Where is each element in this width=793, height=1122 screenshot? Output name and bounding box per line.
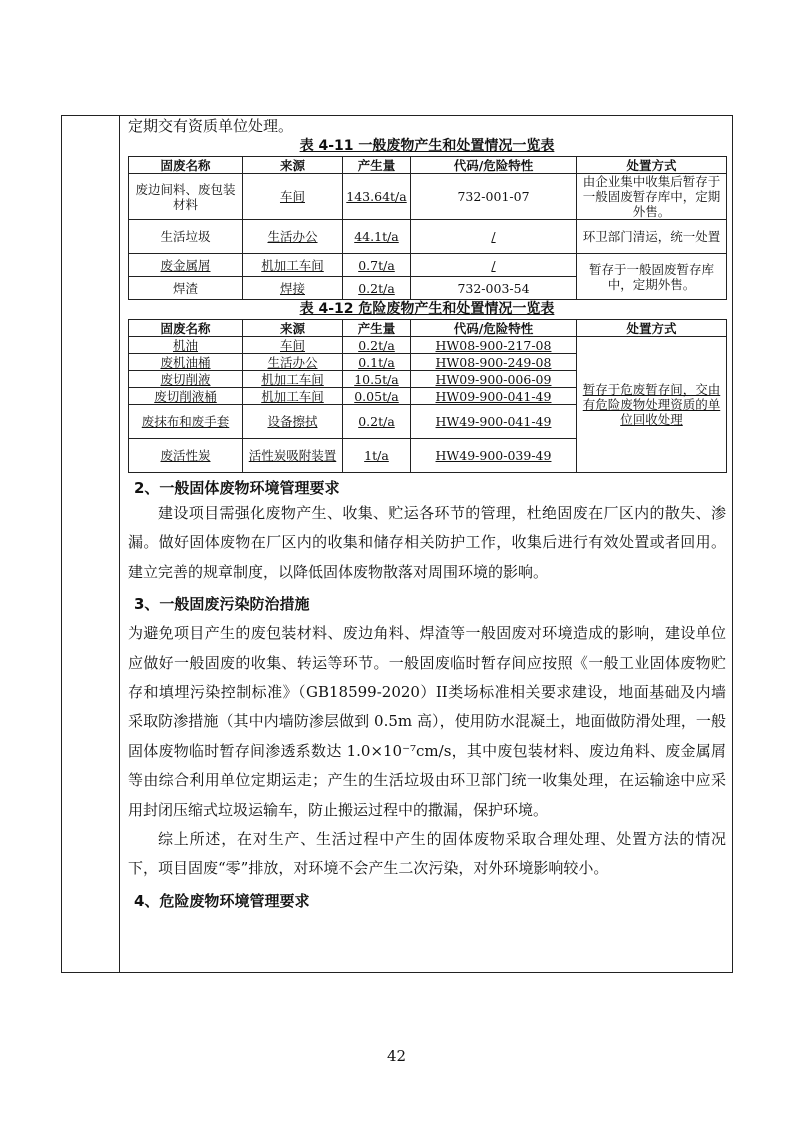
cell-source: 车间 xyxy=(243,337,343,354)
table-row xyxy=(129,254,727,277)
cell-amount: 0.2t/a xyxy=(343,337,411,354)
table-row xyxy=(129,337,727,354)
table-row xyxy=(129,174,727,220)
frame-divider xyxy=(119,115,120,973)
cell-code: 732-001-07 xyxy=(411,174,577,220)
cell-code: HW49-900-041-49 xyxy=(411,405,577,439)
table2-header: 固废名称 xyxy=(129,320,243,337)
cell-amount: 143.64t/a xyxy=(343,174,411,220)
cell-name: 生活垃圾 xyxy=(129,220,243,254)
cell-amount: 0.05t/a xyxy=(343,388,411,405)
table-row xyxy=(129,220,727,254)
table2-header: 产生量 xyxy=(343,320,411,337)
cell-code: HW49-900-039-49 xyxy=(411,439,577,473)
section2-text: 建设项目需强化废物产生、收集、贮运各环节的管理，杜绝固废在厂区内的散失、渗漏。做好固体废物在厂区内的收集和储存相关防护工作，收集后进行有效处置或者回用。建立完善的规章制度，以降低固体废物散落对周围环境的影响。 xyxy=(128,504,726,581)
cell-source: 机加工车间 xyxy=(243,254,343,277)
cell-amount: 0.2t/a xyxy=(343,405,411,439)
content-column xyxy=(128,115,726,912)
cell-disposal-merged: 暂存于危废暂存间，交由有危险废物处理资质的单位回收处理 xyxy=(577,337,727,473)
cell-name: 焊渣 xyxy=(129,277,243,300)
table2-header: 代码/危险特性 xyxy=(411,320,577,337)
table1 xyxy=(128,156,727,300)
section4-heading: 4、危险废物环境管理要求 xyxy=(134,891,310,910)
section3-heading: 3、一般固废污染防治措施 xyxy=(134,595,310,614)
cell-code: HW08-900-249-08 xyxy=(411,354,577,371)
cell-code: 732-003-54 xyxy=(411,277,577,300)
cell-name: 废金属屑 xyxy=(129,254,243,277)
cell-source: 活性炭吸附装置 xyxy=(243,439,343,473)
table2 xyxy=(128,319,727,473)
cell-code: / xyxy=(411,220,577,254)
page-number: 42 xyxy=(386,1047,407,1065)
cell-source: 车间 xyxy=(243,174,343,220)
cell-name: 废机油桶 xyxy=(129,354,243,371)
cell-name: 机油 xyxy=(129,337,243,354)
cell-name: 废切削液 xyxy=(129,371,243,388)
table1-header-row xyxy=(129,157,727,174)
cell-name: 废边间料、废包装材料 xyxy=(129,174,243,220)
table2-header-row xyxy=(129,320,727,337)
section3-text: 为避免项目产生的废包装材料、废边角料、焊渣等一般固废对环境造成的影响，建设单位应做好一般固废的收集、转运等环节。一般固废临时暂存间应按照《一般工业固体废物贮存和填埋污染控制标准》（GB18599-2020）II类场标准相关要求建设，地面基础及内墙采取防渗措施（其中内墙防渗层做到 0.5m 高），使用防水混凝土，地面做防滑处理，一般固体废物临时暂存间渗透系数达 1.0×10⁻⁷cm/s，其中废包装材料、废边角料、废金属屑等由综合利用单位定期运走；产生的生活垃圾由环卫部门统一收集处理，在运输途中应采用封闭压缩式垃圾运输车，防止搬运过程中的撒漏，保护环境。 xyxy=(128,624,726,819)
table2-header: 处置方式 xyxy=(577,320,727,337)
cell-amount: 0.7t/a xyxy=(343,254,411,277)
cell-disposal: 由企业集中收集后暂存于一般固废暂存库中，定期外售。 xyxy=(577,174,727,220)
table1-header: 代码/危险特性 xyxy=(411,157,577,174)
cell-disposal: 环卫部门清运，统一处置 xyxy=(577,220,727,254)
table1-header: 固废名称 xyxy=(129,157,243,174)
table1-header: 处置方式 xyxy=(577,157,727,174)
cell-amount: 0.1t/a xyxy=(343,354,411,371)
cell-code: / xyxy=(411,254,577,277)
intro-line: 定期交有资质单位处理。 xyxy=(128,117,294,135)
table1-header: 产生量 xyxy=(343,157,411,174)
cell-code: HW09-900-006-09 xyxy=(411,371,577,388)
cell-code: HW09-900-041-49 xyxy=(411,388,577,405)
cell-source: 机加工车间 xyxy=(243,371,343,388)
cell-name: 废活性炭 xyxy=(129,439,243,473)
cell-source: 生活办公 xyxy=(243,354,343,371)
cell-amount: 1t/a xyxy=(343,439,411,473)
cell-code: HW08-900-217-08 xyxy=(411,337,577,354)
cell-source: 机加工车间 xyxy=(243,388,343,405)
table2-header: 来源 xyxy=(243,320,343,337)
cell-source: 设备擦拭 xyxy=(243,405,343,439)
cell-amount: 10.5t/a xyxy=(343,371,411,388)
cell-disposal: 暂存于一般固废暂存库中，定期外售。 xyxy=(577,254,727,300)
table1-caption: 表 4-11 一般废物产生和处置情况一览表 xyxy=(299,138,555,154)
cell-name: 废切削液桶 xyxy=(129,388,243,405)
cell-amount: 44.1t/a xyxy=(343,220,411,254)
cell-source: 生活办公 xyxy=(243,220,343,254)
table1-header: 来源 xyxy=(243,157,343,174)
cell-amount: 0.2t/a xyxy=(343,277,411,300)
cell-source: 焊接 xyxy=(243,277,343,300)
section3-summary: 综上所述，在对生产、生活过程中产生的固体废物采取合理处理、处置方法的情况下，项目固废“零”排放，对环境不会产生二次污染，对外环境影响较小。 xyxy=(128,830,726,878)
table2-caption: 表 4-12 危险废物产生和处置情况一览表 xyxy=(299,301,555,317)
section2-heading: 2、一般固体废物环境管理要求 xyxy=(134,479,340,497)
cell-name: 废抹布和废手套 xyxy=(129,405,243,439)
